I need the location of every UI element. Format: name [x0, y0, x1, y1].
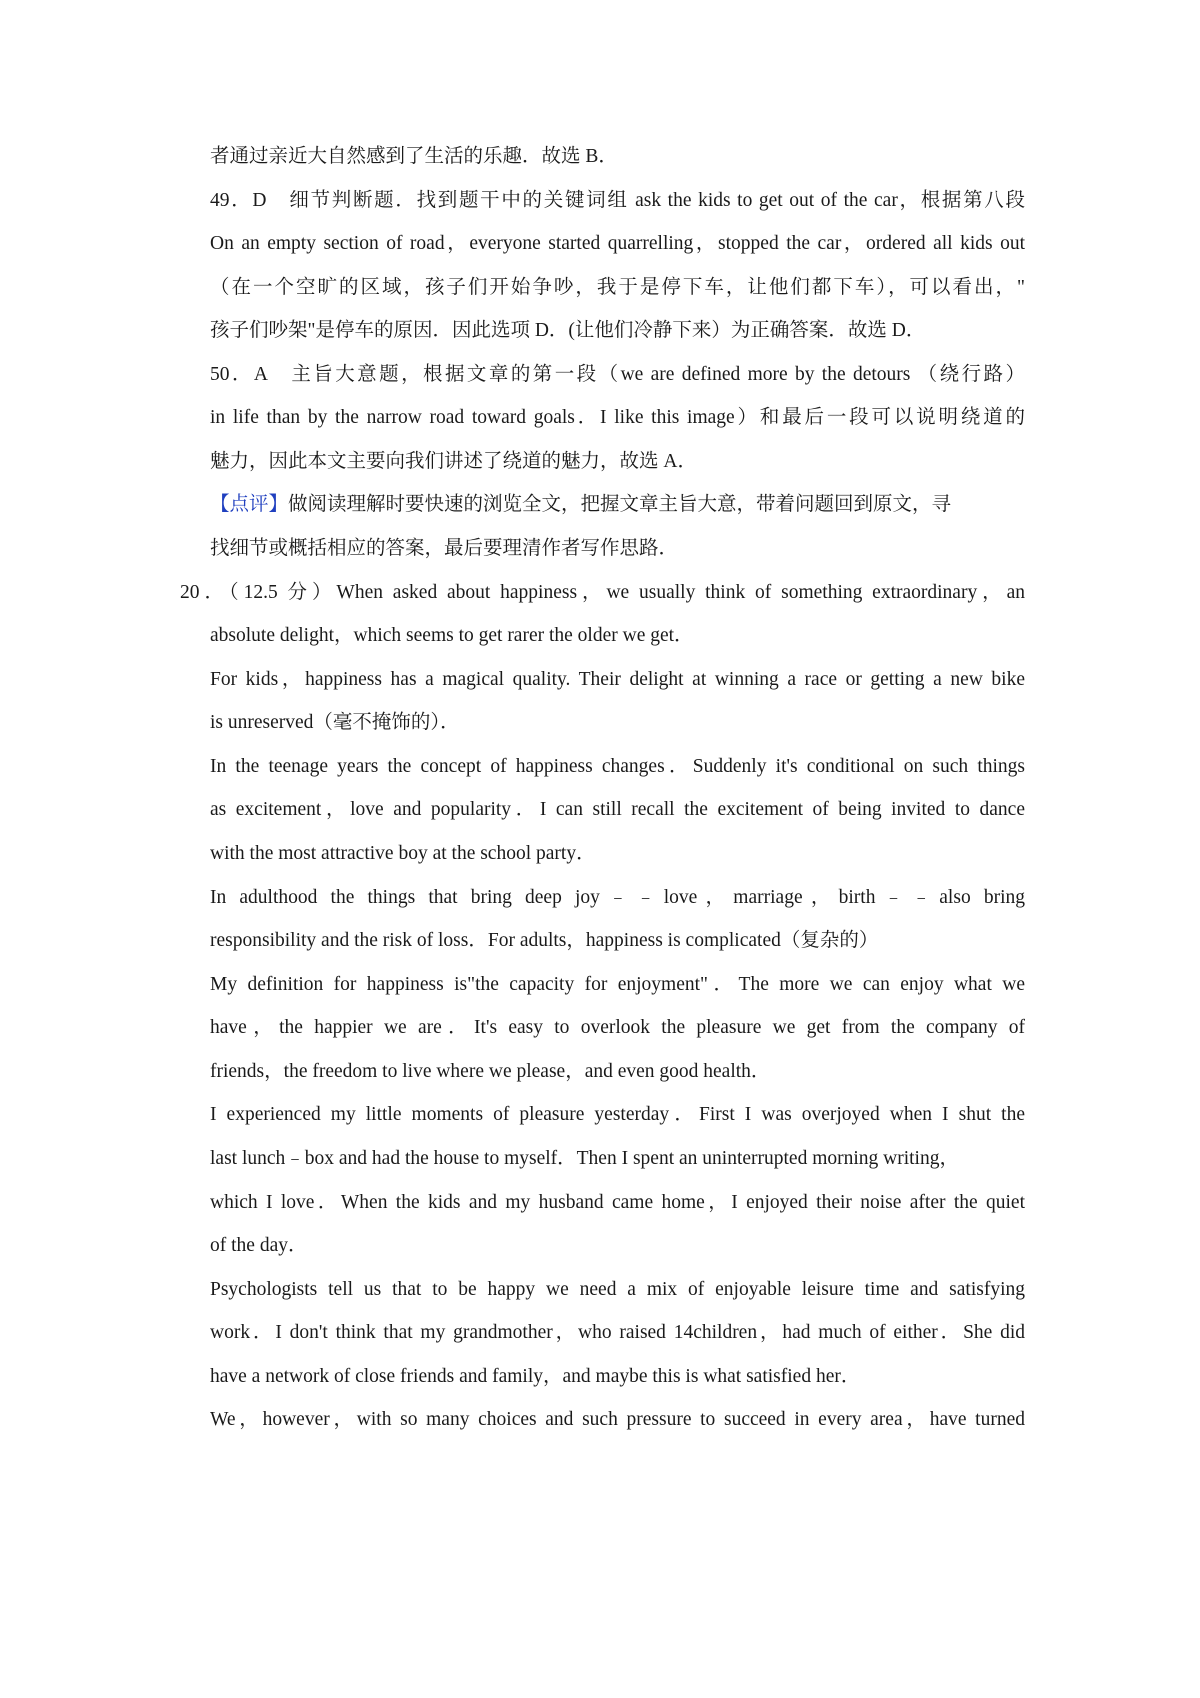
answer-48-tail: 者通过亲近大自然感到了生活的乐趣．故选 B．	[210, 146, 618, 167]
question-20-line-6: as excitement，love and popularity．I can still recall the excitement of being invited to dance	[210, 799, 1025, 820]
question-20-line-10: My definition for happiness is"the capacity for enjoyment"．The more we can enjoy what we	[210, 974, 1025, 995]
comment-line-1	[210, 492, 1025, 518]
question-20-line-1: 20．（12.5 分）When asked about happiness，we usually think of something extraordinary，an	[180, 582, 1025, 603]
answer-49-line-3: （在一个空旷的区域，孩子们开始争吵，我于是停下车，让他们都下车），可以看出，"	[210, 277, 1025, 298]
question-20-line-4: is unreserved（毫不掩饰的）．	[210, 712, 460, 733]
question-20-line-14: last lunch﹣box and had the house to myself．Then I spent an uninterrupted morning writing，	[210, 1148, 959, 1169]
question-20-line-9: responsibility and the risk of loss．For adults，happiness is complicated（复杂的）	[210, 930, 879, 951]
answer-49-line-4: 孩子们吵架"是停车的原因．因此选项 D．(让他们冷静下来）为正确答案．故选 D．	[210, 320, 926, 341]
answer-49-line-2: On an empty section of road，everyone started quarrelling，stopped the car，ordered all kids out	[210, 233, 1025, 254]
question-20-line-19: have a network of close friends and family，and maybe this is what satisfied her．	[210, 1366, 861, 1387]
question-20-line-3: For kids，happiness has a magical quality. Their delight at winning a race or getting a new bike	[210, 669, 1025, 690]
answer-50-line-3: 魅力，因此本文主要向我们讲述了绕道的魅力，故选 A．	[210, 451, 697, 472]
question-20-line-5: In the teenage years the concept of happiness changes．Suddenly it's conditional on such things	[210, 756, 1025, 777]
answer-50-line-1: 50．A 主旨大意题，根据文章的第一段（we are defined more by the detours （绕行路）	[210, 364, 1025, 385]
answer-50-line-2: in life than by the narrow road toward goals．I like this image）和最后一段可以说明绕道的	[210, 407, 1025, 428]
question-20-line-18: work．I don't think that my grandmother，who raised 14children，had much of either．She did	[210, 1322, 1025, 1343]
comment-line-2: 找细节或概括相应的答案，最后要理清作者写作思路．	[210, 538, 679, 559]
question-20-line-7: with the most attractive boy at the school party．	[210, 843, 596, 864]
question-20-line-15: which I love．When the kids and my husband came home，I enjoyed their noise after the quiet	[210, 1192, 1025, 1213]
question-20-line-17: Psychologists tell us that to be happy we need a mix of enjoyable leisure time and satisfying	[210, 1279, 1025, 1300]
question-20-line-8: In adulthood the things that bring deep joy﹣﹣love，marriage，birth﹣﹣also bring	[210, 887, 1025, 908]
question-20-line-16: of the day．	[210, 1235, 308, 1256]
question-20-line-20: We，however，with so many choices and such pressure to succeed in every area，have turned	[210, 1409, 1025, 1430]
comment-text: 做阅读理解时要快速的浏览全文，把握文章主旨大意，带着问题回到原文，寻	[288, 494, 952, 515]
question-20-line-12: friends，the freedom to live where we please，and even good health．	[210, 1061, 771, 1082]
question-20-line-2: absolute delight，which seems to get rarer the older we get．	[210, 625, 694, 646]
answer-49-line-1: 49．D 细节判断题．找到题干中的关键词组 ask the kids to get out of the car，根据第八段	[210, 190, 1025, 211]
comment-tag: 【点评】	[210, 494, 289, 515]
question-20-line-11: have，the happier we are．It's easy to overlook the pleasure we get from the company of	[210, 1017, 1025, 1038]
question-20-line-13: I experienced my little moments of pleasure yesterday．First I was overjoyed when I shut the	[210, 1104, 1025, 1125]
